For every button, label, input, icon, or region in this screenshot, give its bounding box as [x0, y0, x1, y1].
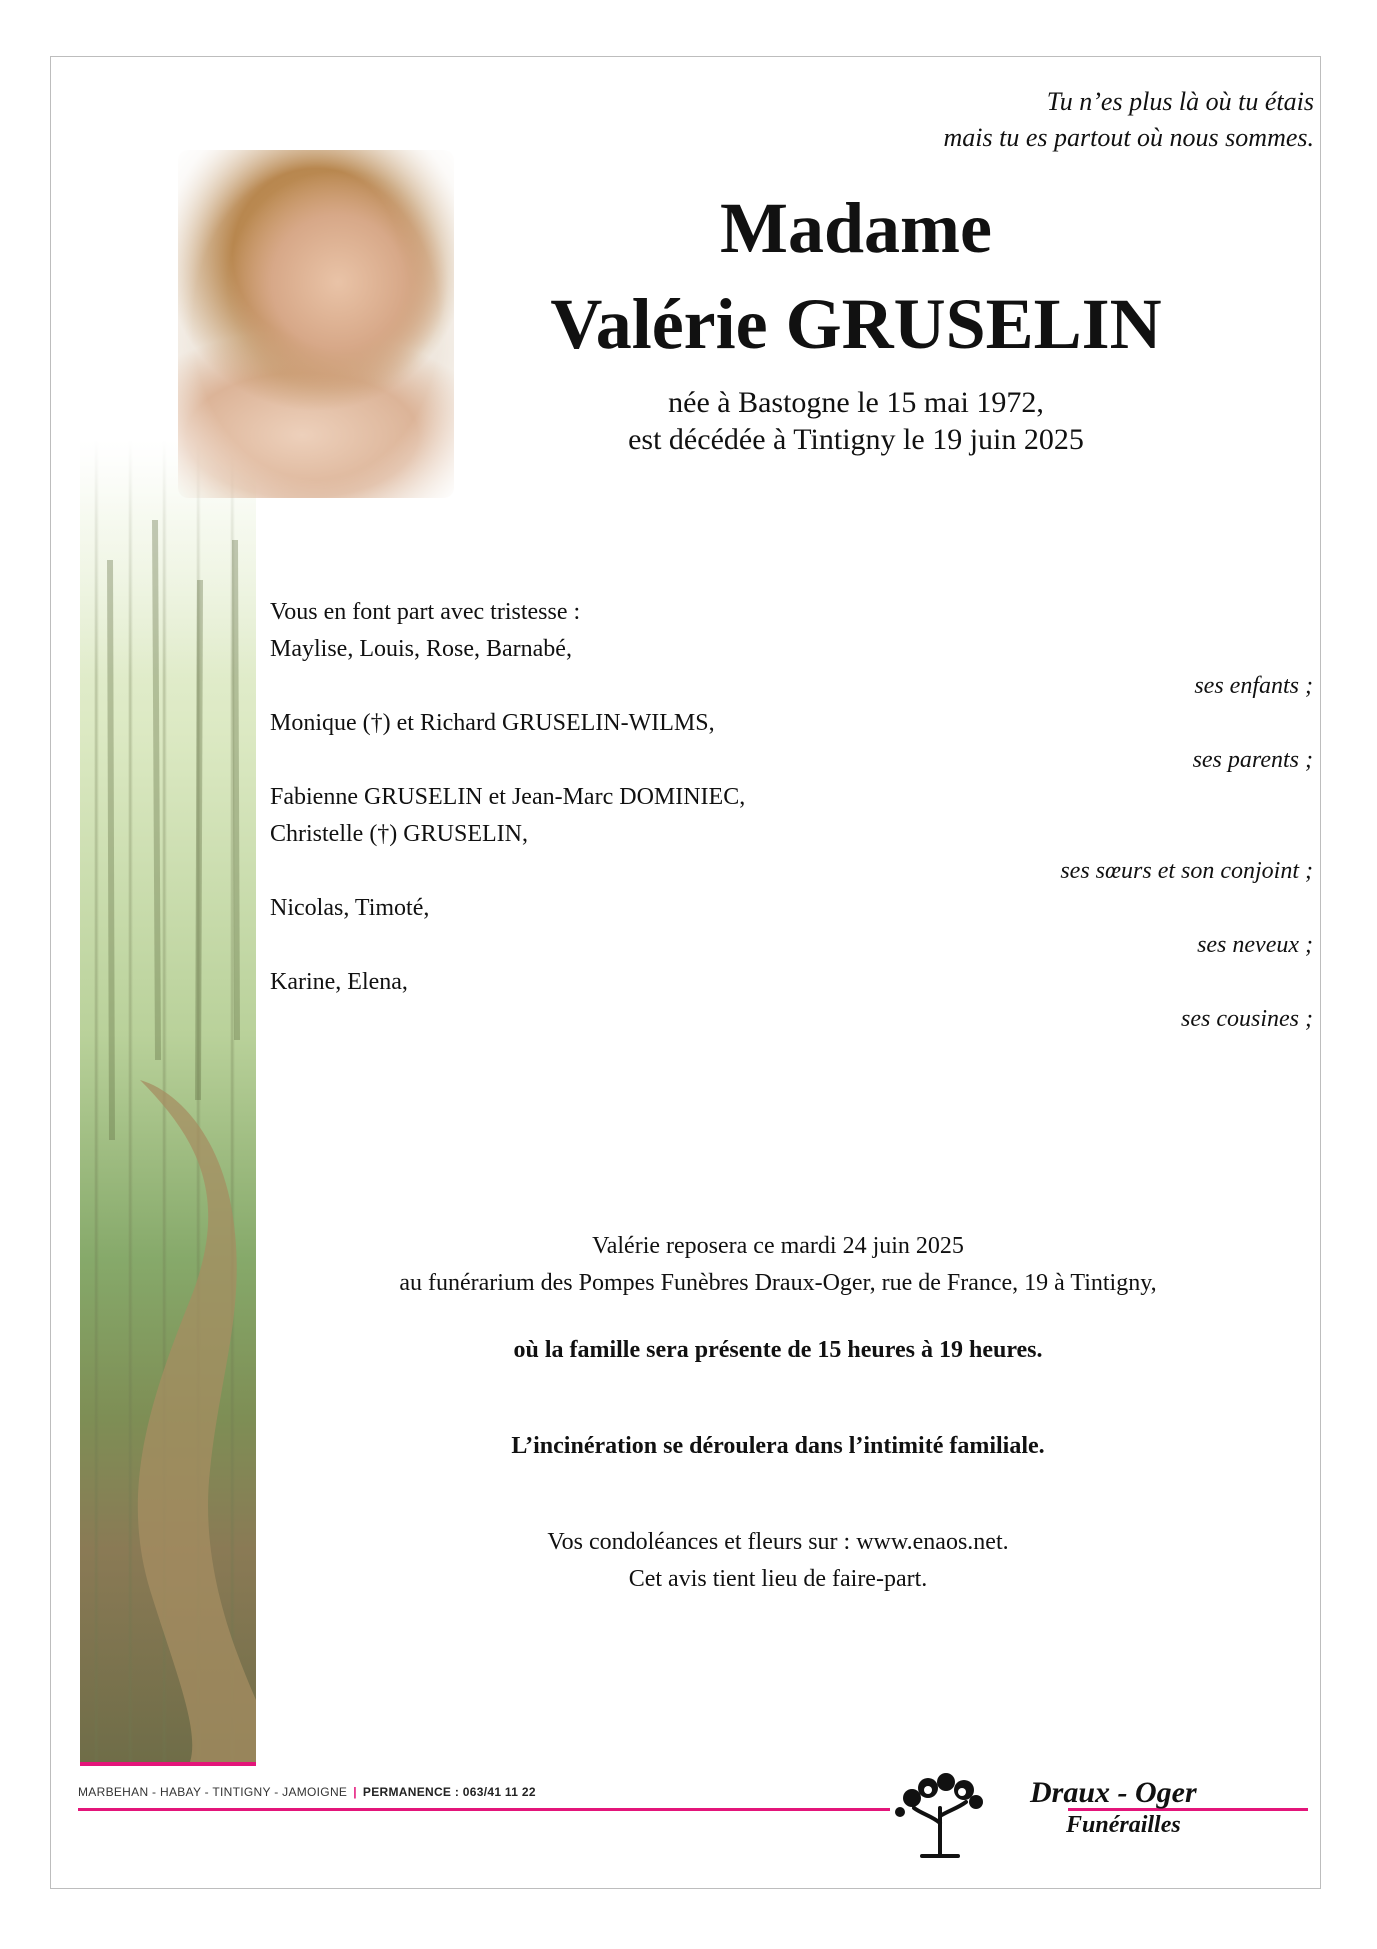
family-relation: ses sœurs et son conjoint ;: [1060, 858, 1313, 884]
deceased-title: [470, 180, 1242, 458]
birth-line: née à Bastogne le 15 mai 1972,: [668, 386, 1044, 419]
death-line: est décédée à Tintigny le 19 juin 2025: [628, 423, 1084, 456]
family-intro: Vous en font part avec tristesse :: [270, 599, 581, 625]
condolences-line: Vos condoléances et fleurs sur : www.enaos.net.: [547, 1529, 1009, 1555]
family-relation: ses cousines ;: [1181, 1006, 1313, 1032]
forest-path-image: [80, 440, 256, 1762]
strip-accent-line: [80, 1762, 256, 1766]
presence-hours: où la famille sera présente de 15 heures à 19 heures.: [513, 1337, 1043, 1363]
family-line: Nicolas, Timoté,: [270, 895, 430, 921]
family-relation: ses neveux ;: [1197, 932, 1313, 958]
footer-towns: MARBEHAN - HABAY - TINTIGNY - JAMOIGNE: [78, 1785, 348, 1799]
epigraph-quote: [943, 84, 1314, 156]
footer-permanence: PERMANENCE : 063/41 11 22: [362, 1785, 536, 1799]
family-relation: ses parents ;: [1192, 747, 1313, 773]
birth-death-info: [470, 384, 1242, 458]
family-relation: ses enfants ;: [1194, 673, 1313, 699]
footer-accent-line: [78, 1808, 890, 1811]
portrait-photo: [178, 150, 454, 498]
title-honorific: Madame: [720, 188, 992, 268]
family-line: Fabienne GRUSELIN et Jean-Marc DOMINIEC,: [270, 784, 746, 810]
quote-line-2: mais tu es partout où nous sommes.: [943, 123, 1314, 152]
quote-line-1: Tu n’es plus là où tu étais: [1046, 87, 1314, 116]
service-info: [256, 1228, 1300, 1598]
title-name: Valérie GRUSELIN: [550, 284, 1162, 364]
brand-name: Draux - Oger: [1030, 1776, 1197, 1809]
cremation-note: L’incinération se déroulera dans l’intimité familiale.: [511, 1433, 1045, 1459]
family-line: Monique (†) et Richard GRUSELIN-WILMS,: [270, 710, 715, 736]
brand-subtitle: Funérailles: [1066, 1812, 1181, 1838]
tree-logo-icon: [892, 1768, 992, 1858]
family-line: Christelle (†) GRUSELIN,: [270, 821, 528, 847]
family-list: [270, 594, 1313, 1038]
footer-contact: [78, 1785, 536, 1799]
notice-line: Cet avis tient lieu de faire-part.: [628, 1566, 928, 1592]
service-line-1: Valérie reposera ce mardi 24 juin 2025: [592, 1233, 964, 1259]
family-line: Maylise, Louis, Rose, Barnabé,: [270, 636, 572, 662]
service-line-2: au funérarium des Pompes Funèbres Draux-Oger, rue de France, 19 à Tintigny,: [399, 1270, 1157, 1296]
family-line: Karine, Elena,: [270, 969, 408, 995]
footer-separator: |: [353, 1785, 357, 1799]
